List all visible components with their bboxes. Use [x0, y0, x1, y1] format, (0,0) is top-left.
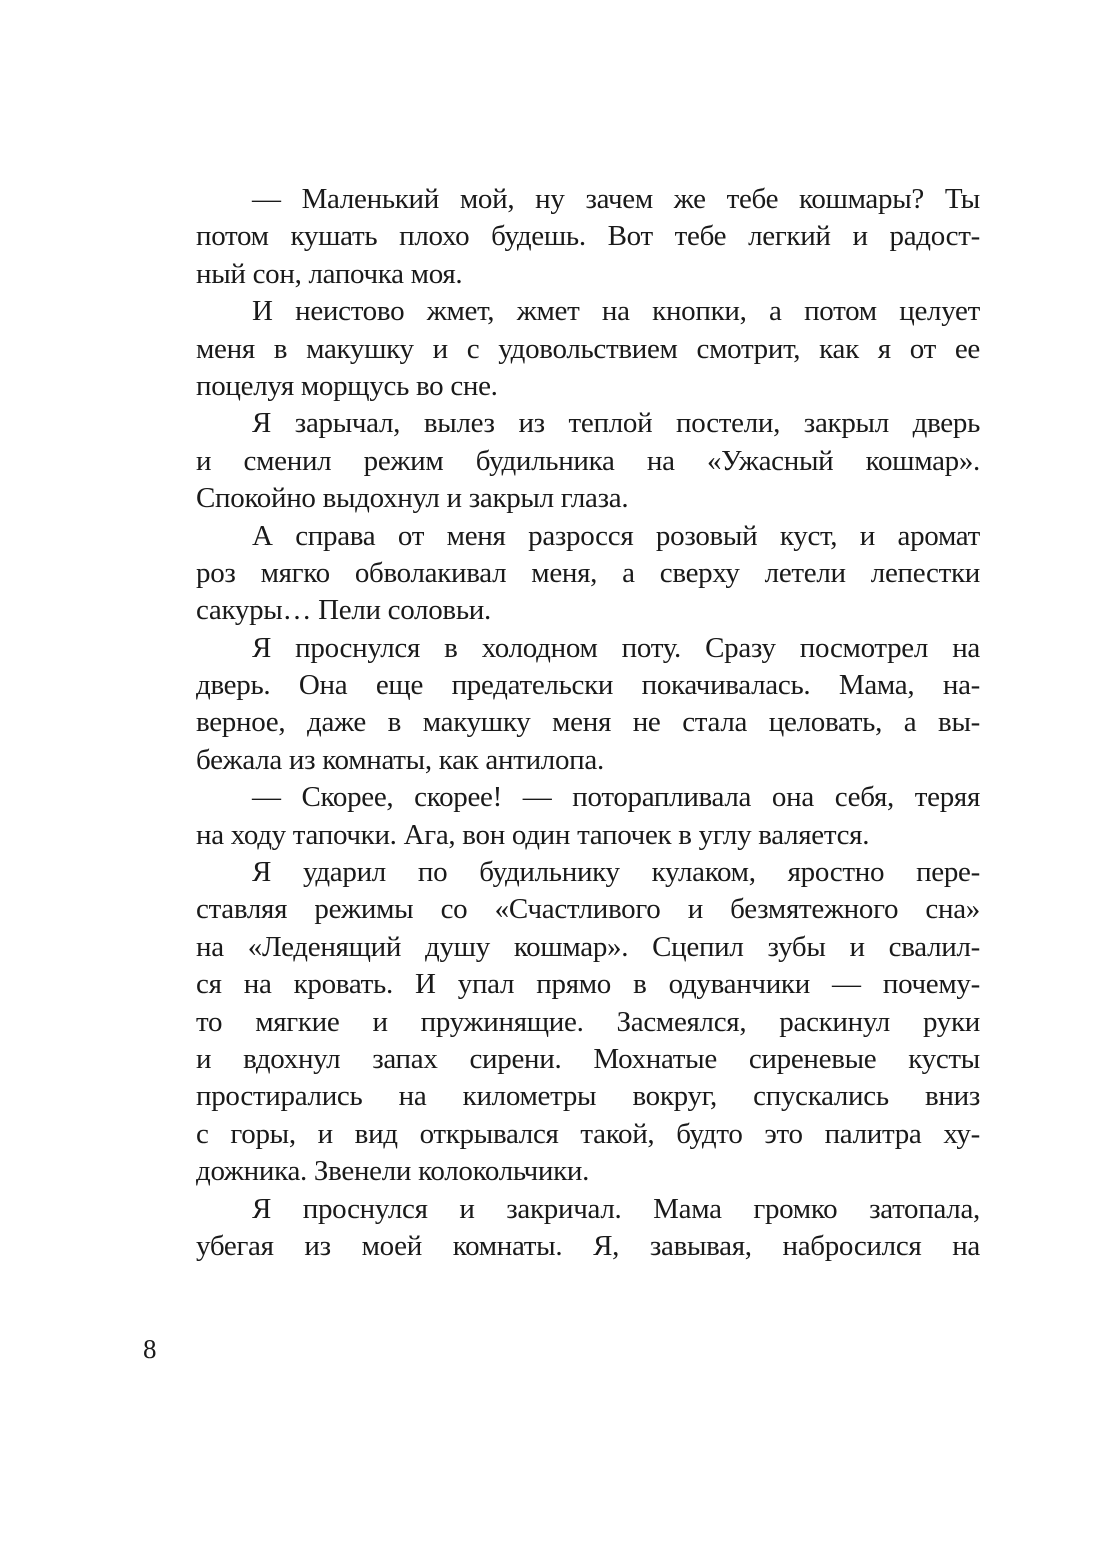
text-line: дверь. Она еще предательски покачивалась. Мама, на-: [196, 669, 980, 702]
text-line: Спокойно выдохнул и закрыл глаза.: [196, 482, 629, 515]
text-line: ся на кровать. И упал прямо в одуванчики — почему-: [196, 968, 980, 1001]
body-text: [196, 181, 980, 1265]
text-line: потом кушать плохо будешь. Вот тебе легкий и радост-: [196, 220, 980, 253]
text-line: роз мягко обволакивал меня, а сверху летели лепестки: [196, 556, 980, 589]
text-line: с горы, и вид открывался такой, будто это палитра ху-: [196, 1117, 980, 1150]
text-line: меня в макушку и с удовольствием смотрит, как я от ее: [196, 332, 980, 365]
paragraph-first-line: Я ударил по будильнику кулаком, яростно пере-: [252, 856, 980, 889]
page-number: 8: [143, 1334, 157, 1364]
text-line: бежала из комнаты, как антилопа.: [196, 743, 604, 776]
text-line: простирались на километры вокруг, спускались вниз: [196, 1080, 980, 1113]
text-line: ный сон, лапочка моя.: [196, 257, 463, 290]
paragraph-first-line: Я проснулся и закричал. Мама громко затопала,: [252, 1192, 980, 1225]
text-line: на ходу тапочки. Ага, вон один тапочек в углу валяется.: [196, 818, 870, 851]
paragraph-first-line: И неистово жмет, жмет на кнопки, а потом целует: [252, 295, 980, 328]
text-line: и сменил режим будильника на «Ужасный кошмар».: [196, 444, 980, 477]
paragraph-first-line: Я проснулся в холодном поту. Сразу посмотрел на: [252, 631, 980, 664]
text-line: ставляя режимы со «Счастливого и безмятежного сна»: [196, 893, 980, 926]
paragraph-first-line: А справа от меня разросся розовый куст, и аромат: [252, 519, 980, 552]
text-line: поцелуя морщусь во сне.: [196, 369, 498, 402]
text-line: на «Леденящий душу кошмар». Сцепил зубы и свалил-: [196, 930, 980, 963]
paragraph-first-line: — Маленький мой, ну зачем же тебе кошмары? Ты: [252, 183, 980, 215]
text-line: сакуры… Пели соловьи.: [196, 594, 491, 627]
text-line: и вдохнул запах сирени. Мохнатые сиреневые кусты: [196, 1042, 980, 1075]
paragraph-first-line: Я зарычал, вылез из теплой постели, закрыл дверь: [252, 407, 980, 440]
text-line: то мягкие и пружинящие. Засмеялся, раскинул руки: [196, 1005, 980, 1038]
text-line: убегая из моей комнаты. Я, завывая, набросился на: [196, 1229, 980, 1262]
paragraph-first-line: — Скорее, скорее! — поторапливала она себя, теряя: [252, 781, 980, 814]
text-line: дожника. Звенели колокольчики.: [196, 1155, 590, 1188]
text-line: верное, даже в макушку меня не стала целовать, а вы-: [196, 706, 980, 739]
